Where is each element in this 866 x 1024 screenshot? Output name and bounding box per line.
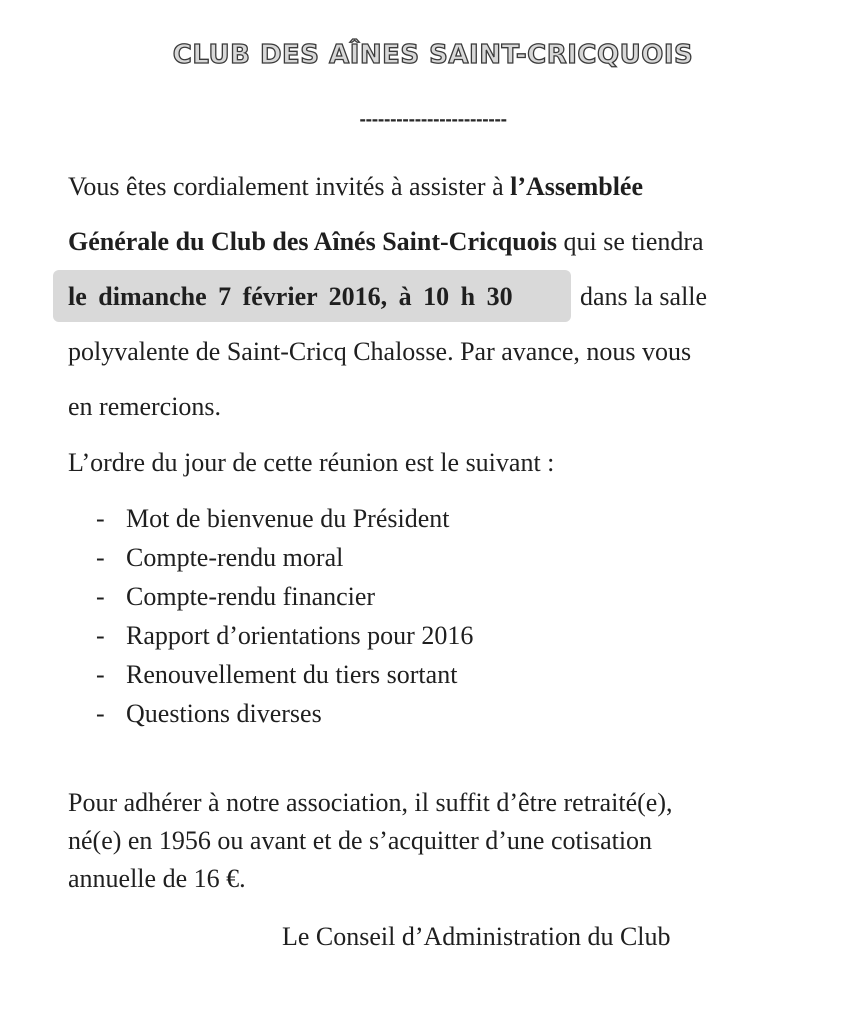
agenda-item-label: Mot de bienvenue du Président xyxy=(126,504,450,533)
meeting-date: le dimanche 7 février 2016, à 10 h 30 xyxy=(68,282,513,311)
invitation-line-5: en remercions. xyxy=(68,392,222,421)
agenda-item-label: Questions diverses xyxy=(126,699,322,728)
membership-line-3: annuelle de 16 €. xyxy=(68,864,246,893)
bullet-dash: - xyxy=(96,504,105,533)
agenda-item-label: Rapport d’orientations pour 2016 xyxy=(126,621,474,650)
membership-line-1: Pour adhérer à notre association, il suffit d’être retraité(e), xyxy=(68,788,673,817)
invitation-line-3-text: dans la salle xyxy=(580,282,708,311)
bullet-dash: - xyxy=(96,699,105,728)
invitation-line-2 xyxy=(68,225,704,259)
invitation-line-1 xyxy=(68,170,643,204)
invitation-line-1-text: Vous êtes cordialement invités à assister à xyxy=(68,172,511,201)
agenda-item xyxy=(96,538,473,577)
invitation-line-2-text: qui se tiendra xyxy=(557,227,704,256)
agenda-item-label: Renouvellement du tiers sortant xyxy=(126,660,458,689)
assembly-name-end: Générale du Club des Aînés Saint-Cricquois xyxy=(68,227,558,256)
bullet-dash: - xyxy=(96,543,105,572)
membership-line-2: né(e) en 1956 ou avant et de s’acquitter d’une cotisation xyxy=(68,826,653,855)
invitation-line-4: polyvalente de Saint-Cricq Chalosse. Par avance, nous vous xyxy=(68,337,692,366)
agenda-item xyxy=(96,499,473,538)
signature: Le Conseil d’Administration du Club xyxy=(282,922,671,951)
agenda-item xyxy=(96,655,473,694)
agenda-intro: L’ordre du jour de cette réunion est le suivant : xyxy=(68,448,555,477)
agenda-item-label: Compte-rendu moral xyxy=(126,543,344,572)
agenda-item-label: Compte-rendu financier xyxy=(126,582,376,611)
agenda-item xyxy=(96,616,473,655)
assembly-name-start: l’Assemblée xyxy=(510,172,643,201)
agenda-item xyxy=(96,694,473,733)
agenda-item xyxy=(96,577,473,616)
bullet-dash: - xyxy=(96,582,105,611)
document-title: CLUB DES AÎNES SAINT-CRICQUOIS xyxy=(172,40,694,70)
agenda-list xyxy=(96,499,473,733)
bullet-dash: - xyxy=(96,660,105,689)
title-separator: ------------------------ xyxy=(359,110,507,129)
bullet-dash: - xyxy=(96,621,105,650)
